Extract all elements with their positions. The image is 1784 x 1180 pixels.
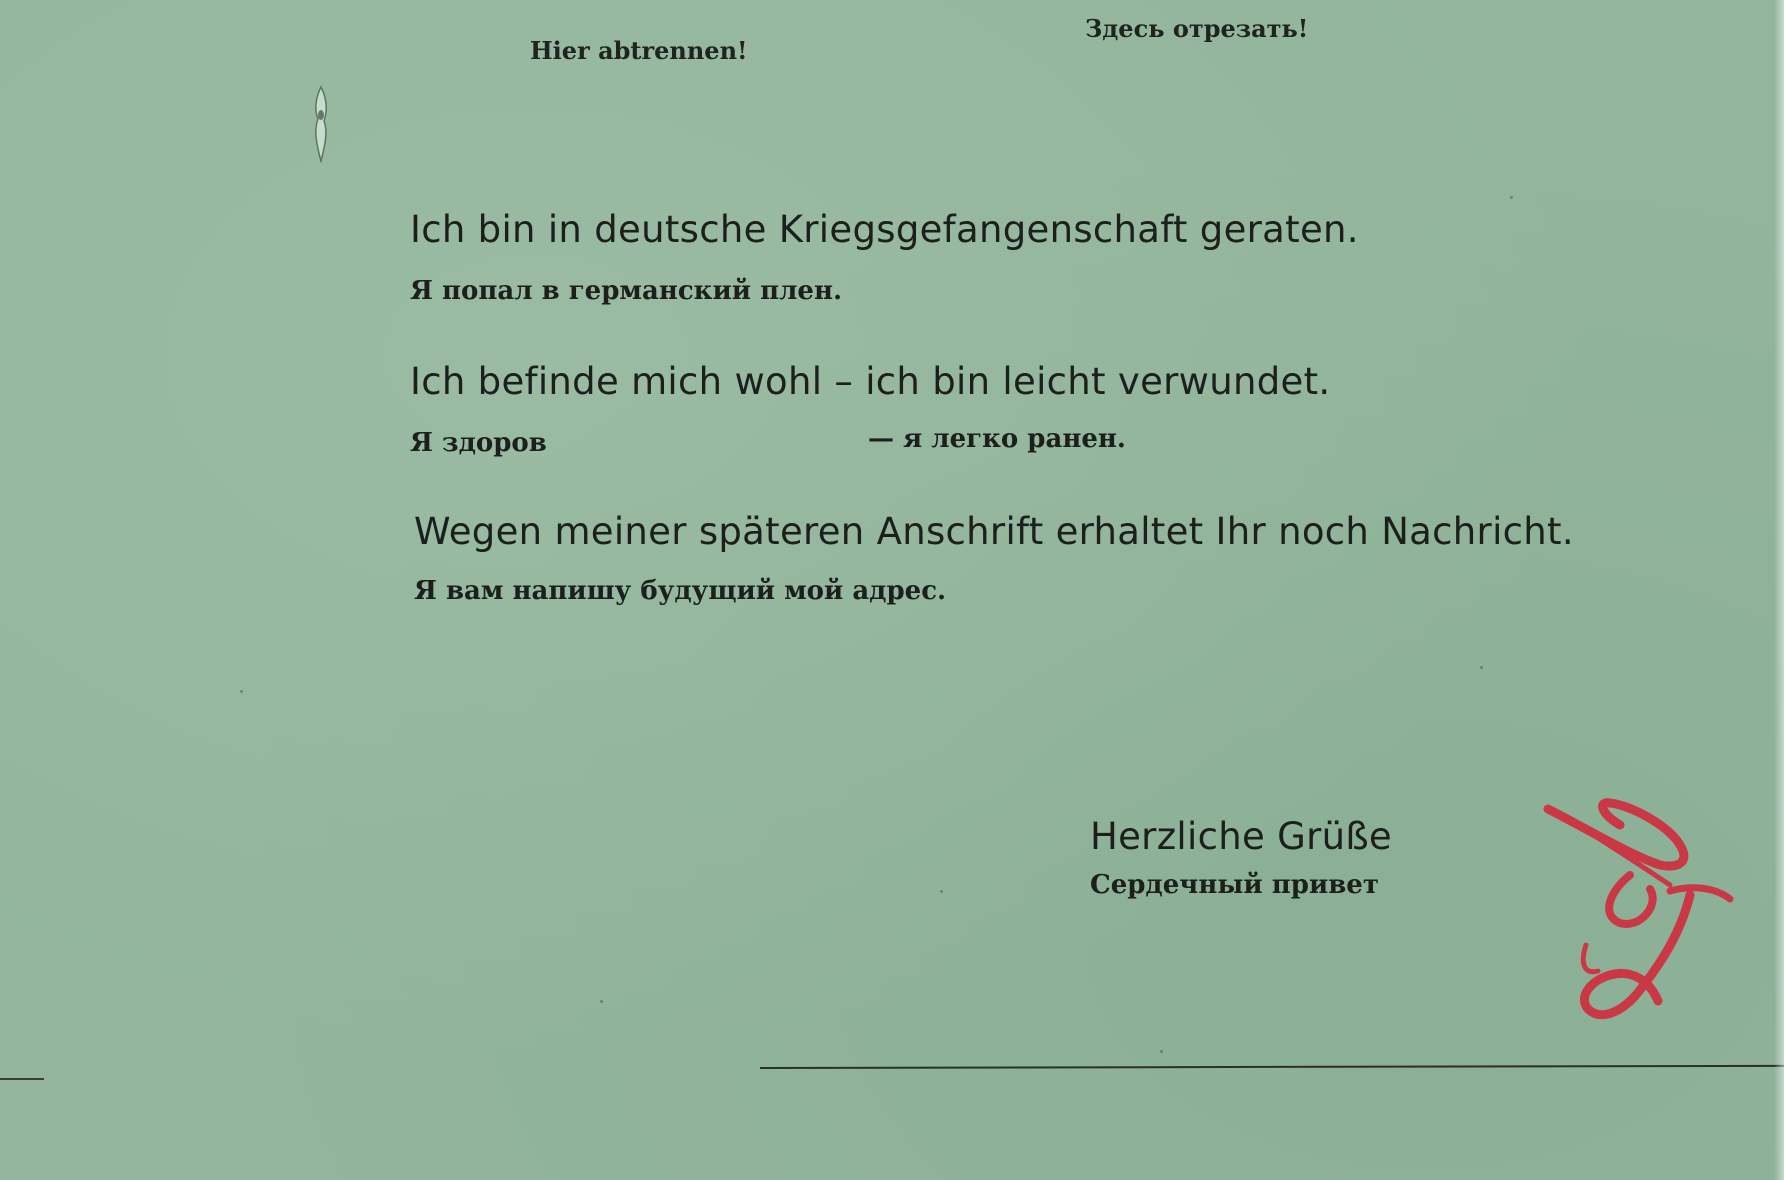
paper-speck [940, 890, 943, 893]
tear-off-instruction-russian: Здесь отрезать! [1085, 14, 1309, 43]
statement-health-german: Ich befinde mich wohl – ich bin leicht verwundet. [410, 360, 1331, 403]
pin-hole-icon [310, 85, 332, 163]
handwritten-red-pencil-mark [1540, 795, 1740, 1035]
paper-speck [1480, 666, 1483, 669]
statement-health-russian-well: Я здоров [410, 428, 547, 458]
fold-tick-mark [0, 1078, 44, 1080]
paper-speck [240, 690, 243, 693]
statement-address-russian: Я вам напишу будущий мой адрес. [414, 576, 947, 606]
statement-captured-german: Ich bin in deutsche Kriegsgefangenschaft geraten. [410, 208, 1359, 251]
signature-line [760, 1065, 1784, 1069]
statement-address-german: Wegen meiner späteren Anschrift erhaltet Ihr noch Nachricht. [414, 510, 1574, 553]
tear-off-instruction-german: Hier abtrennen! [530, 36, 748, 65]
greeting-russian: Сердечный привет [1090, 870, 1379, 900]
statement-captured-russian: Я попал в германский плен. [410, 276, 843, 306]
paper-speck [1160, 1050, 1163, 1053]
statement-health-russian-wounded: — я легко ранен. [868, 424, 1126, 454]
paper-speck [1510, 196, 1513, 199]
greeting-german: Herzliche Grüße [1090, 815, 1392, 858]
paper-speck [600, 1000, 603, 1003]
